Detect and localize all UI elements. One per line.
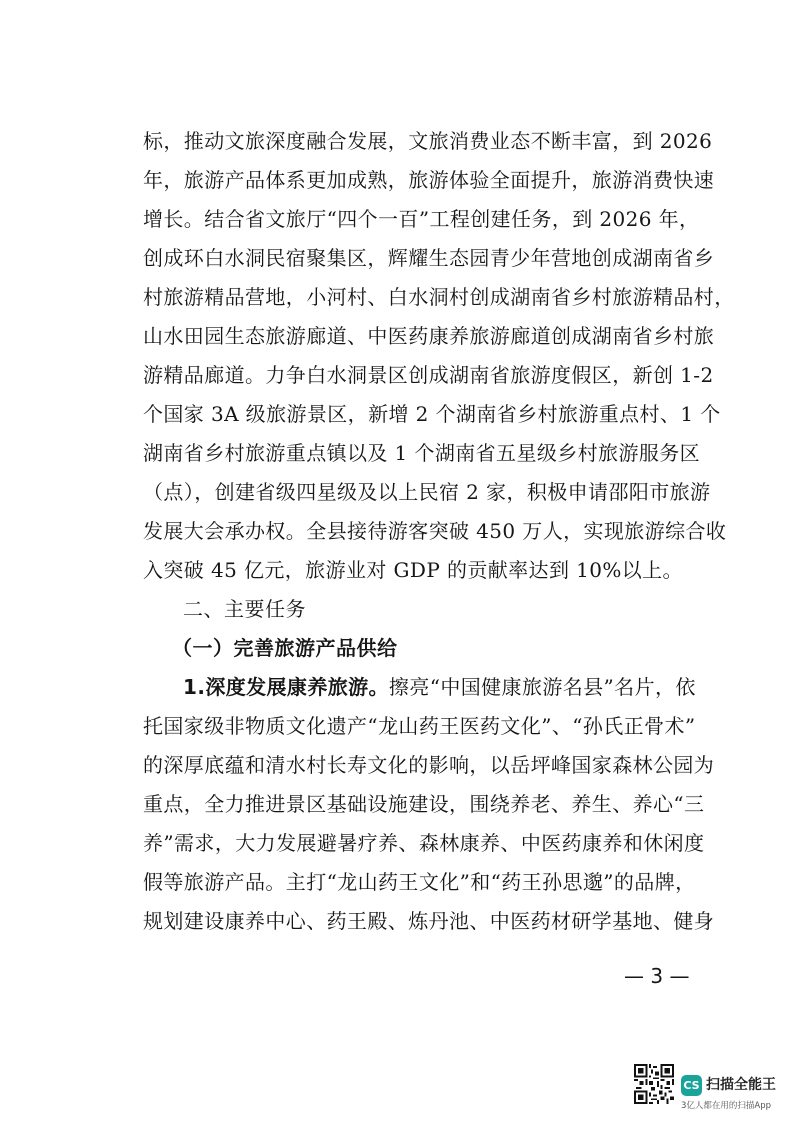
- text-line: 重点，全力推进景区基础设施建设，围绕养老、养生、养心“三: [143, 792, 705, 816]
- text-line: 增长。结合省文旅厅“四个一百”工程创建任务，到 2026 年，: [143, 207, 700, 231]
- paragraph-lead-rest: 擦亮“中国健康旅游名县”名片，依: [388, 675, 696, 699]
- text-line: 规划建设康养中心、药王殿、炼丹池、中医药材研学基地、健身: [143, 909, 715, 933]
- text-line: 游精品廊道。力争白水洞景区创成湖南省旅游度假区，新创 1-2: [143, 363, 714, 387]
- watermark-brand: 扫描全能王: [706, 1077, 776, 1093]
- text-line: 个国家 3A 级旅游景区，新增 2 个湖南省乡村旅游重点村、1 个: [143, 402, 721, 426]
- text-line: 托国家级非物质文化遗产“龙山药王医药文化”、“孙氏正骨术”: [143, 714, 696, 738]
- watermark-tagline: 3亿人都在用的扫描App: [681, 1101, 772, 1111]
- text-line: 湖南省乡村旅游重点镇以及 1 个湖南省五星级乡村旅游服务区: [143, 441, 701, 465]
- paragraph-lead: 1.深度发展康养旅游。: [183, 675, 389, 699]
- text-line: 假等旅游产品。主打“龙山药王文化”和“药王孙思邈”的品牌，: [143, 870, 696, 894]
- subsection-heading: （一）完善旅游产品供给: [172, 636, 398, 660]
- camscanner-logo-icon: CS: [681, 1075, 702, 1096]
- text-line: [183, 673, 696, 701]
- text-line: 山水田园生态旅游廊道、中医药康养旅游廊道创成湖南省乡村旅: [143, 324, 715, 348]
- text-line: 养”需求，大力发展避暑疗养、森林康养、中医药康养和休闲度: [143, 831, 705, 855]
- text-line: 的深厚底蕴和清水村长寿文化的影响，以岳坪峰国家森林公园为: [143, 753, 715, 777]
- qr-code-icon: [634, 1064, 674, 1104]
- text-line: 发展大会承办权。全县接待游客突破 450 万人，实现旅游综合收: [143, 519, 727, 543]
- text-line: 入突破 45 亿元，旅游业对 GDP 的贡献率达到 10%以上。: [143, 558, 683, 582]
- page-number: — 3 —: [624, 964, 690, 988]
- text-line: 创成环白水洞民宿聚集区，辉耀生态园青少年营地创成湖南省乡: [143, 246, 715, 270]
- text-line: 村旅游精品营地，小河村、白水洞村创成湖南省乡村旅游精品村，: [143, 285, 735, 309]
- text-line: 标，推动文旅深度融合发展，文旅消费业态不断丰富，到 2026: [143, 129, 713, 153]
- text-line: 年，旅游产品体系更加成熟，旅游体验全面提升，旅游消费快速: [143, 168, 715, 192]
- text-line: （点），创建省级四星级及以上民宿 2 家，积极申请邵阳市旅游: [143, 480, 711, 504]
- section-heading: 二、主要任务: [183, 597, 306, 621]
